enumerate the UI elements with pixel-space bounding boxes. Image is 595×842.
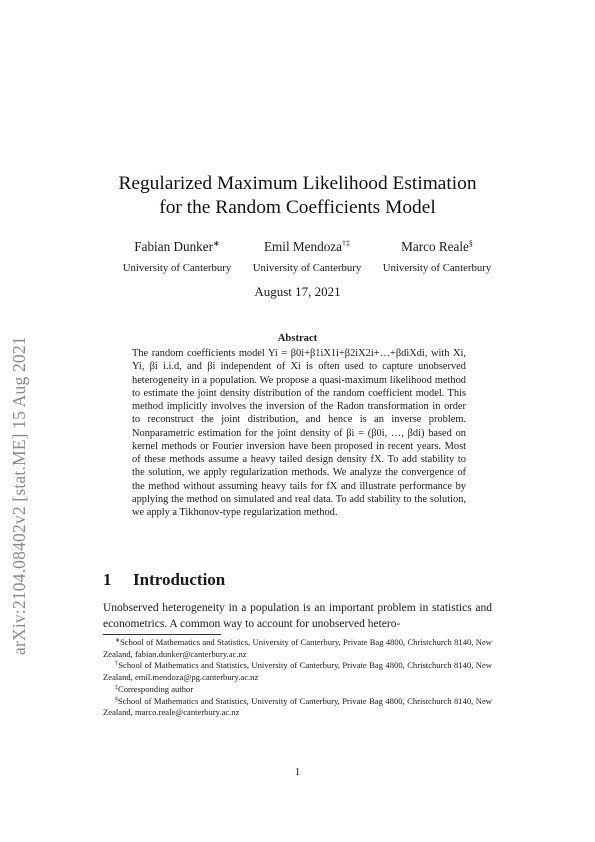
author-name: Emil Mendoza: [263, 239, 342, 254]
page-number: 1: [294, 766, 301, 778]
author-footnote-mark: §: [468, 239, 473, 248]
section-number: 1: [103, 570, 112, 589]
footnote-4: [103, 696, 492, 719]
author-name: Marco Reale: [401, 239, 469, 254]
footnotes: [103, 637, 492, 719]
footnote-text: Corresponding author: [118, 683, 194, 694]
author-block-3: [372, 239, 502, 275]
abstract-body: [132, 347, 466, 519]
paper-title-line-2: for the Random Coefficients Model: [159, 197, 436, 218]
footnote-3: [103, 684, 492, 696]
footnote-mark: †: [115, 661, 119, 668]
author-block-2: [242, 239, 372, 275]
footnote-mark: ‡: [115, 684, 118, 691]
abstract-text: The random coefficients model Yi = β0i+β1iX1i+β2iX2i+…+βdiXdi, with Xi, Yi, βi i.i.d, and βi independent of Xi is often used to capture unobserved heterogeneity in a population. We propose a quasi-maximum likelihood method to estimate the joint density distribution of the random coefficient model. This method implicitly involves the inversion of the Radon transformation in order to reconstruct the joint distribution, and hence is an inverse problem. Nonparametric estimation for the joint density of βi = (β0i, …, βdi) based on kernel methods or Fourier inversion have been proposed in recent years. Most of these methods assume a heavy tailed design density fX. To add stability to the solution, we apply regularization methods. We analyze the convergence of the method without assuming heavy tails for fX and illustrate performance by applying the method on simulated and real data. To add stability to the solution, we apply a Tikhonov-type regularization method.: [132, 348, 466, 518]
footnote-text: School of Mathematics and Statistics, University of Canterbury, Private Bag 4800, Christchurch 8140, New Zealand, emil.mendoza@pg.canterbury.ac.nz: [103, 660, 492, 683]
paper-title-line-1: Regularized Maximum Likelihood Estimation: [118, 173, 477, 194]
author-footnote-mark: †‡: [342, 239, 350, 248]
footnote-text: School of Mathematics and Statistics, University of Canterbury, Private Bag 4800, Christchurch 8140, New Zealand, fabian.dunker@canterbury.ac.nz: [103, 637, 492, 659]
footnote-rule: [103, 634, 221, 635]
introduction-text: [103, 601, 492, 632]
author-block-1: [112, 239, 242, 275]
author-name: Fabian Dunker: [134, 239, 214, 254]
author-affiliation: University of Canterbury: [122, 262, 232, 274]
introduction-paragraph: Unobserved heterogeneity in a population is an important problem in statistics and econometrics. A common way to account for unobserved hetero-: [103, 602, 492, 630]
footnote-text: School of Mathematics and Statistics, University of Canterbury, Private Bag 4800, Christchurch 8140, New Zealand, marco.reale@canterbury.ac.nz: [103, 695, 492, 718]
abstract-heading: Abstract: [277, 333, 318, 344]
author-affiliation: University of Canterbury: [382, 262, 492, 274]
publication-date: August 17, 2021: [254, 284, 341, 299]
section-heading: [103, 570, 225, 590]
paper-title: [0, 172, 595, 220]
author-footnote-mark: ∗: [213, 239, 220, 248]
arxiv-identifier: arXiv:2104.08402v2 [stat.ME] 15 Aug 2021: [9, 336, 29, 655]
author-affiliation: University of Canterbury: [252, 262, 362, 274]
footnote-mark: §: [115, 696, 118, 703]
footnote-mark: ∗: [115, 638, 121, 644]
section-title: Introduction: [133, 570, 226, 589]
footnote-1: [103, 637, 492, 660]
footnote-2: [103, 660, 492, 683]
